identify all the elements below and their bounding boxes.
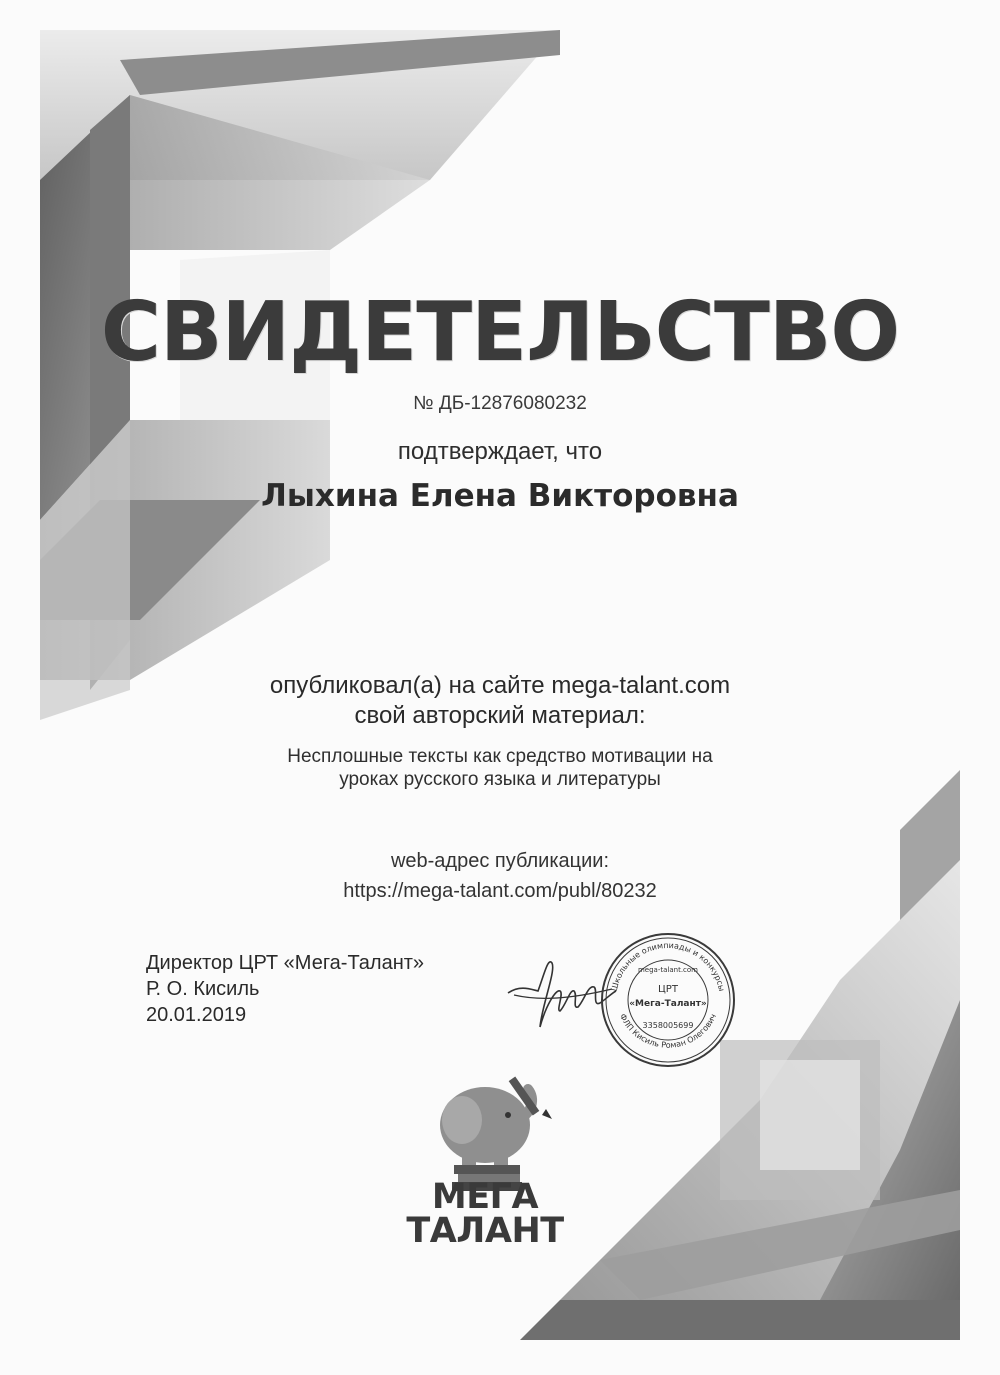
- material-title-line-2: уроках русского языка и литературы: [339, 769, 661, 790]
- certificate-title: СВИДЕТЕЛЬСТВО: [100, 285, 900, 380]
- stamp-code: 3358005699: [642, 1021, 694, 1030]
- web-address-url: https://mega-talant.com/publ/80232: [343, 880, 657, 902]
- web-address-label: web-адрес публикации:: [390, 850, 610, 872]
- logo-text-line-1: МЕГА: [431, 1177, 539, 1217]
- shape-right-light-box: [760, 1060, 860, 1170]
- signatory-position: Директор ЦРТ «Мега-Талант»: [146, 952, 425, 974]
- svg-text:ФЛП Кисиль Роман Олегович: [618, 1012, 718, 1049]
- signatory-name: Р. О. Кисиль: [146, 978, 260, 1000]
- publication-statement: [0, 671, 1000, 731]
- signatory-block: [146, 950, 424, 1028]
- recipient-name: Лыхина Елена Викторовна: [261, 478, 739, 514]
- logo-text-line-2: ТАЛАНТ: [406, 1211, 564, 1251]
- issue-date: 20.01.2019: [146, 1004, 247, 1026]
- stamp-bottom-text: ФЛП Кисиль Роман Олегович: [617, 1012, 719, 1050]
- confirms-text: подтверждает, что: [397, 438, 603, 465]
- material-title-line-1: Несплошные тексты как средство мотивации на: [287, 746, 713, 767]
- shape-right-bottom-strip: [520, 1300, 960, 1340]
- stamp-center-line-1: ЦРТ: [658, 984, 678, 995]
- material-title: [0, 745, 1000, 791]
- stamp-center-line-2: «Мега-Талант»: [629, 999, 707, 1009]
- stamp-site: mega-talant.com: [637, 966, 699, 974]
- web-address-block: [0, 846, 1000, 906]
- certificate-number: № ДБ-12876080232: [413, 393, 587, 414]
- logo-text: [395, 1177, 575, 1251]
- publication-line-2: свой авторский материал:: [354, 702, 646, 729]
- publication-line-1: опубликовал(а) на сайте mega-talant.com: [269, 672, 731, 699]
- stamp-top-text: Школьные олимпиады и конкурсы: [609, 940, 727, 993]
- organization-stamp: [598, 930, 738, 1070]
